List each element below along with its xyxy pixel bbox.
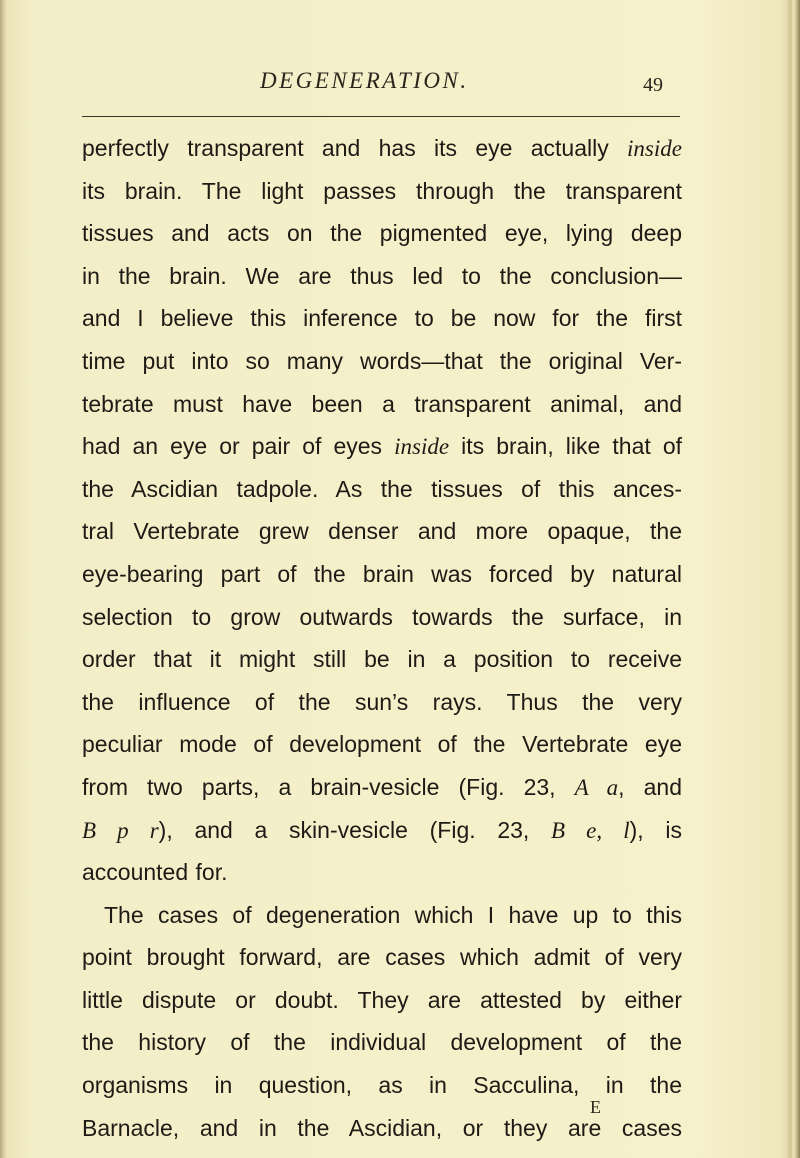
text-line: had an eye or pair of eyes inside its brain, like that of (82, 433, 683, 460)
italic-text: inside (627, 136, 682, 161)
text-line: Barnacle, and in the Ascidian, or they are cases (82, 1114, 682, 1141)
text-line: the Ascidian tadpole. As the tissues of this ances- (82, 475, 682, 502)
text-line: organisms in question, as in Sacculina, in the (82, 1072, 682, 1099)
italic-text: inside (394, 434, 450, 460)
page-number: 49 (643, 74, 663, 96)
header-rule (82, 116, 680, 117)
text-line: tissues and acts on the pigmented eye, lying deep (82, 220, 682, 247)
text-line: and I believe this inference to be now for the first (82, 305, 682, 332)
page-left-edge (0, 0, 6, 1158)
signature-mark: E (590, 1097, 601, 1117)
text-line: selection to grow outwards towards the surface, in (82, 603, 682, 630)
text-line: order that it might still be in a position to receive (82, 646, 682, 673)
page-right-edge (786, 0, 800, 1158)
text-line: the history of the individual development of the (82, 1029, 682, 1056)
text-line: tral Vertebrate grew denser and more opaque, the (82, 518, 682, 545)
italic-text: A a (574, 774, 619, 800)
text-line: The cases of degeneration which I have up to this (104, 901, 682, 928)
text-line: the influence of the sun’s rays. Thus the very (82, 688, 682, 715)
running-head-title: DEGENERATION. (260, 68, 469, 93)
italic-text: B p r (82, 817, 159, 843)
text-line: eye-bearing part of the brain was forced by natural (82, 560, 682, 587)
text-line: in the brain. We are thus led to the conclusion— (82, 262, 682, 289)
text-line: peculiar mode of development of the Vertebrate eye (82, 731, 682, 758)
text-line: time put into so many words—that the original Ver- (82, 347, 682, 374)
text-line: B p r), and a skin-vesicle (Fig. 23, B e, l), is (82, 816, 682, 843)
text-line: little dispute or doubt. They are attested by either (82, 986, 682, 1013)
body-text (82, 127, 682, 1149)
italic-text: B e, l (551, 817, 630, 843)
text-line: point brought forward, are cases which admit of very (82, 944, 682, 971)
text-line: accounted for. (82, 859, 228, 886)
text-line: from two parts, a brain-vesicle (Fig. 23, A a, and (82, 773, 682, 800)
text-line: perfectly transparent and has its eye actually inside (82, 135, 682, 161)
text-line: its brain. The light passes through the transparent (82, 177, 682, 204)
running-head (0, 68, 800, 108)
text-line: tebrate must have been a transparent animal, and (82, 390, 682, 417)
